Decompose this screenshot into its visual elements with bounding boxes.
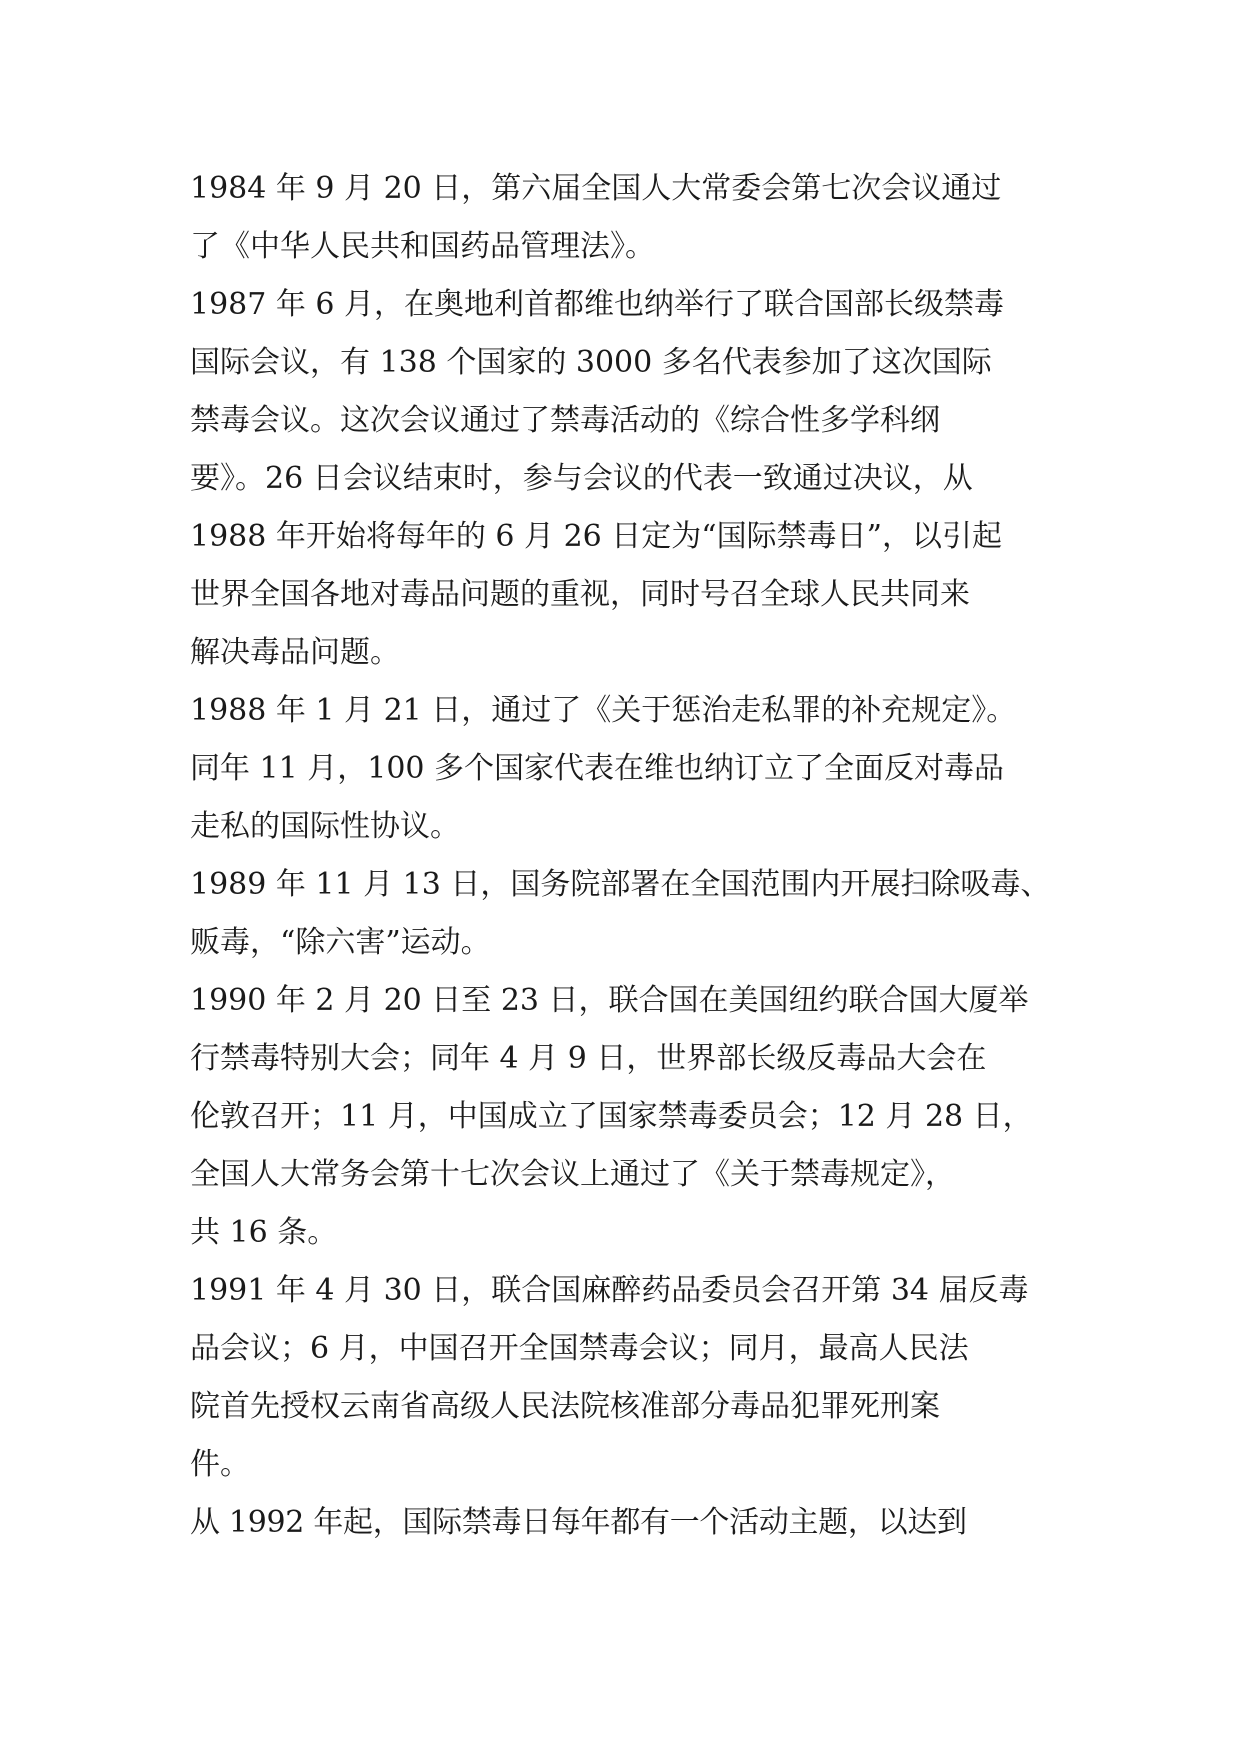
text-line: 共 16 条。 [190,1215,338,1250]
text-line: 贩毒，“除六害”运动。 [190,925,491,960]
text-line: 品会议；6 月，中国召开全国禁毒会议；同月，最高人民法 [190,1331,969,1366]
text-line: 伦敦召开；11 月，中国成立了国家禁毒委员会；12 月 28 日， [190,1099,1033,1134]
text-line: 1987 年 6 月，在奥地利首都维也纳举行了联合国部长级禁毒 [190,287,1005,322]
text-line: 件。 [190,1447,250,1482]
text-line: 了《中华人民共和国药品管理法》。 [190,229,655,264]
text-line: 1990 年 2 月 20 日至 23 日，联合国在美国纽约联合国大厦举 [190,983,1029,1018]
text-line: 要》。26 日会议结束时，参与会议的代表一致通过决议，从 [190,461,973,496]
text-line: 世界全国各地对毒品问题的重视，同时号召全球人民共同来 [190,577,970,612]
text-line: 从 1992 年起，国际禁毒日每年都有一个活动主题，以达到 [190,1505,967,1540]
text-line: 全国人大常务会第十七次会议上通过了《关于禁毒规定》， [190,1157,955,1192]
text-line: 解决毒品问题。 [190,635,400,670]
text-line: 禁毒会议。这次会议通过了禁毒活动的《综合性多学科纲 [190,403,940,438]
document-body [190,160,1070,1552]
text-line: 国际会议，有 138 个国家的 3000 多名代表参加了这次国际 [190,345,992,380]
text-line: 1988 年开始将每年的 6 月 26 日定为“国际禁毒日”，以引起 [190,519,1002,554]
text-line: 1988 年 1 月 21 日，通过了《关于惩治走私罪的补充规定》。 [190,693,1017,728]
text-line: 行禁毒特别大会；同年 4 月 9 日，世界部长级反毒品大会在 [190,1041,987,1076]
text-line: 1991 年 4 月 30 日，联合国麻醉药品委员会召开第 34 届反毒 [190,1273,1029,1308]
text-line: 院首先授权云南省高级人民法院核准部分毒品犯罪死刑案 [190,1389,940,1424]
text-line: 1984 年 9 月 20 日，第六届全国人大常委会第七次会议通过 [190,171,1002,206]
text-line: 走私的国际性协议。 [190,809,460,844]
text-line: 同年 11 月，100 多个国家代表在维也纳订立了全面反对毒品 [190,751,1005,786]
text-line: 1989 年 11 月 13 日，国务院部署在全国范围内开展扫除吸毒、 [190,867,1051,902]
